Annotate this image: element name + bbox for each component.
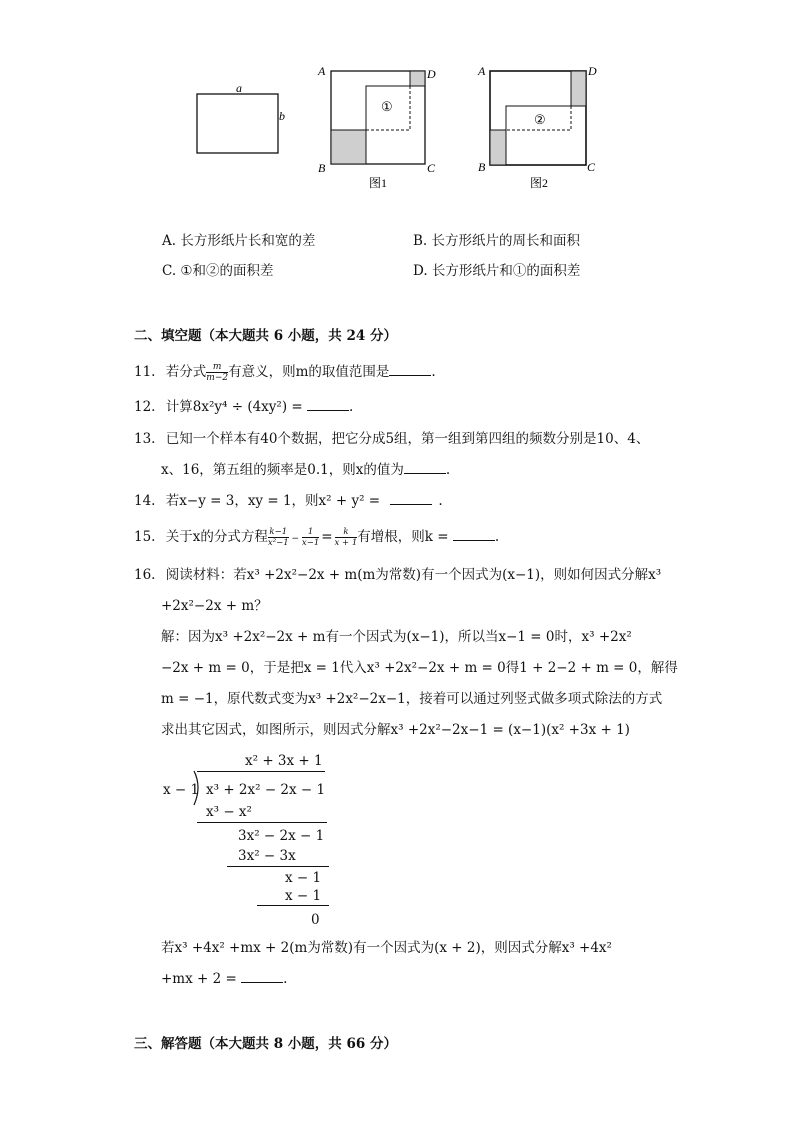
fig2-label-D: D: [588, 64, 597, 78]
q12-answer-blank[interactable]: [307, 410, 349, 411]
paper-rectangle: [197, 94, 278, 153]
choice-a: A. 长方形纸片长和宽的差: [162, 233, 316, 249]
q15-answer-blank[interactable]: [453, 540, 495, 541]
fig2-caption: 图2: [530, 176, 549, 190]
q15-frac3-num: k: [335, 527, 358, 538]
division-dividend: x³ + 2x² − 2x − 1: [206, 782, 326, 798]
division-rem2: x − 1: [285, 870, 322, 886]
q13-line2: [161, 461, 450, 479]
section2-heading: 二、填空题（本大题共 6 小题，共 24 分）: [134, 328, 397, 344]
q11: [134, 362, 436, 383]
choice-d: D. 长方形纸片和①的面积差: [413, 263, 581, 279]
division-line3: [257, 905, 329, 906]
q12: [134, 398, 353, 416]
q16-text1: 阅读材料：若x³ +2x²−2x + m(m为常数)有一个因式为(x−1)，则如何因式分解x³: [165, 567, 662, 583]
q16-answer-blank[interactable]: [241, 982, 283, 983]
q13-number: 13.: [134, 431, 156, 447]
q15-eq: =: [321, 529, 333, 545]
division-quotient: x² + 3x + 1: [245, 753, 323, 769]
fig1-inner-rect: [366, 86, 410, 164]
q15-frac2-den: x−1: [301, 538, 320, 548]
q11-end: .: [431, 364, 436, 380]
q14-number: 14.: [134, 493, 156, 509]
q16-line6: 求出其它因式，如图所示，则因式分解x³ +2x²−2x−1 = (x−1)(x² +3x + 1): [161, 722, 630, 738]
q13-text2: x、16，第五组的频率是0.1，则x的值为: [161, 462, 404, 478]
q15-frac3: [335, 527, 358, 548]
choice-c: C. ①和②的面积差: [162, 263, 274, 279]
q15-frac1-den: x²−1: [267, 538, 289, 548]
q11-number: 11.: [134, 364, 156, 380]
q15-post: 有增根，则k =: [357, 529, 453, 545]
q16-line3: 解：因为x³ +2x²−2x + m有一个因式为(x−1)，所以当x−1 = 0时，x³ +2x²: [161, 629, 632, 645]
division-step2: 3x² − 3x: [238, 848, 296, 864]
q15-number: 15.: [134, 529, 156, 545]
q12-number: 12.: [134, 399, 156, 415]
fig1-label-A: A: [318, 64, 326, 78]
q15-frac1-num: k−1: [269, 527, 288, 537]
q14: [134, 492, 443, 510]
section3-heading: 三、解答题（本大题共 8 小题，共 66 分）: [134, 1036, 397, 1052]
q15: [134, 527, 499, 548]
q13-answer-blank[interactable]: [404, 473, 446, 474]
fig2-label-A: A: [478, 64, 486, 78]
division-line2: [227, 866, 329, 867]
division-divisor: x − 1: [163, 782, 200, 798]
rect-label-b: b: [279, 109, 285, 123]
fig1-label-D: D: [427, 67, 436, 81]
q16-question-text2: +mx + 2 =: [161, 971, 242, 987]
q12-end: .: [349, 399, 354, 415]
q16-line1: [134, 566, 661, 584]
fig1-region-label: ①: [381, 99, 393, 114]
division-line1: [197, 822, 327, 823]
q15-minus: −: [288, 534, 302, 544]
fig2-shaded-top-right: [571, 71, 586, 106]
q16-question-line1: 若x³ +4x² +mx + 2(m为常数)有一个因式为(x + 2)，则因式分解x³ +4x²: [161, 940, 612, 956]
q11-frac-den: m−2: [206, 373, 229, 383]
division-step1: x³ − x²: [206, 804, 252, 820]
q15-frac2: [302, 527, 319, 548]
q16-line5: m = −1，原代数式变为x³ +2x²−2x−1，接着可以通过列竖式做多项式除法的方式: [161, 691, 663, 707]
q16-end: .: [283, 971, 288, 987]
choice-b: B. 长方形纸片的周长和面积: [413, 233, 581, 249]
q13-text1: 已知一个样本有40个数据，把它分成5组，第一组到第四组的频数分别是10、4、: [165, 431, 650, 447]
division-rem1: 3x² − 2x − 1: [238, 828, 325, 844]
fig1-label-C: C: [427, 161, 436, 175]
rect-label-a: a: [236, 81, 242, 95]
q16-number: 16.: [134, 567, 156, 583]
q16-question-line2: [161, 970, 287, 988]
q15-frac3-den: x + 1: [334, 538, 358, 548]
fig1-shaded-top-right: [410, 71, 425, 86]
fig2-shaded-bottom-left: [490, 130, 506, 165]
q16-line2: +2x²−2x + m？: [161, 598, 268, 614]
q13-end: .: [445, 462, 451, 478]
q16-line4: −2x + m = 0，于是把x = 1代入x³ +2x²−2x + m = 0得1 + 2−2 + m = 0，解得: [161, 660, 678, 676]
q13-line1: [134, 430, 649, 448]
q11-fraction: [206, 362, 228, 383]
q15-frac2-num: 1: [302, 527, 319, 538]
fig1-shaded-bottom-left: [331, 130, 366, 164]
fig2-label-C: C: [587, 160, 596, 174]
q11-frac-num: m: [206, 362, 228, 373]
fig1-label-B: B: [318, 161, 326, 175]
q12-text: 计算8x²y⁴ ÷ (4xy²) =: [165, 399, 307, 415]
fig2-region-label: ②: [534, 112, 546, 127]
division-step3: x − 1: [285, 888, 322, 904]
q14-end: .: [438, 493, 443, 509]
q11-answer-blank[interactable]: [389, 375, 431, 376]
division-final: 0: [311, 912, 320, 928]
q14-answer-blank[interactable]: [390, 504, 432, 505]
q11-post: 有意义，则m的取值范围是: [228, 364, 390, 380]
q15-pre: 关于x的分式方程: [165, 529, 268, 545]
geometry-figures: [0, 55, 794, 200]
division-top-line: [197, 771, 325, 772]
q11-pre: 若分式: [165, 364, 207, 380]
q14-text: 若x−y = 3，xy = 1，则x² + y² =: [165, 493, 385, 509]
fig1-caption: 图1: [369, 176, 388, 190]
division-bracket: [192, 770, 202, 806]
fig2-label-B: B: [478, 160, 486, 174]
q15-frac1: [268, 527, 289, 548]
q15-end: .: [494, 529, 500, 545]
